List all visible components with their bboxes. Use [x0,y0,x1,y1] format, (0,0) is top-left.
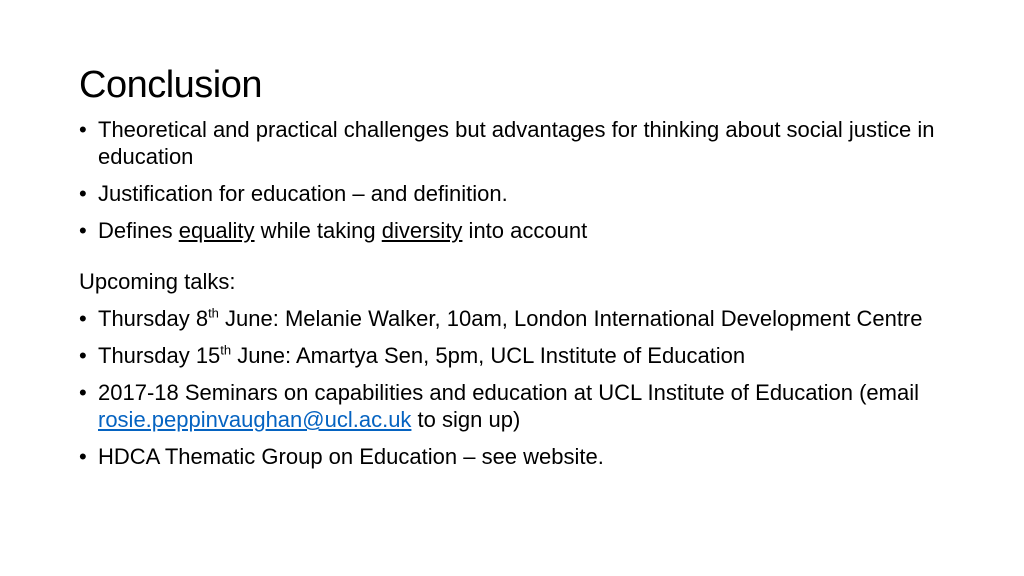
underlined-term-diversity: diversity [381,218,463,243]
talks-list [79,305,959,470]
underlined-term-equality: equality [178,218,255,243]
talk-text: to sign up) [411,407,521,432]
list-item [79,217,959,244]
list-item [79,180,959,207]
list-item [79,305,959,332]
conclusion-list [79,116,959,244]
bullet-text: Justification for education – and definition. [98,181,508,206]
slide-content [79,116,959,480]
list-item [79,116,959,170]
bullet-text: into account [462,218,588,243]
list-item [79,379,959,433]
list-item [79,443,959,470]
list-item [79,342,959,369]
talk-text: June: Amartya Sen, 5pm, UCL Institute of Education [231,343,746,368]
talk-text: Thursday 8 [98,306,209,331]
slide-title: Conclusion [79,64,262,106]
talk-text: HDCA Thematic Group on Education – see website. [98,444,604,469]
bullet-text: Theoretical and practical challenges but advantages for thinking about social justice in education [98,117,935,169]
bullet-text: Defines [98,218,179,243]
ordinal-suffix: th [208,305,219,321]
talk-text: Thursday 15 [98,343,221,368]
talk-text: June: Melanie Walker, 10am, London International Development Centre [218,306,923,331]
bullet-text: while taking [254,218,382,243]
upcoming-talks-heading: Upcoming talks: [79,269,236,294]
ordinal-suffix: th [220,342,232,358]
email-link[interactable]: rosie.peppinvaughan@ucl.ac.uk [98,407,412,432]
talk-text: 2017-18 Seminars on capabilities and education at UCL Institute of Education (email [98,380,920,405]
